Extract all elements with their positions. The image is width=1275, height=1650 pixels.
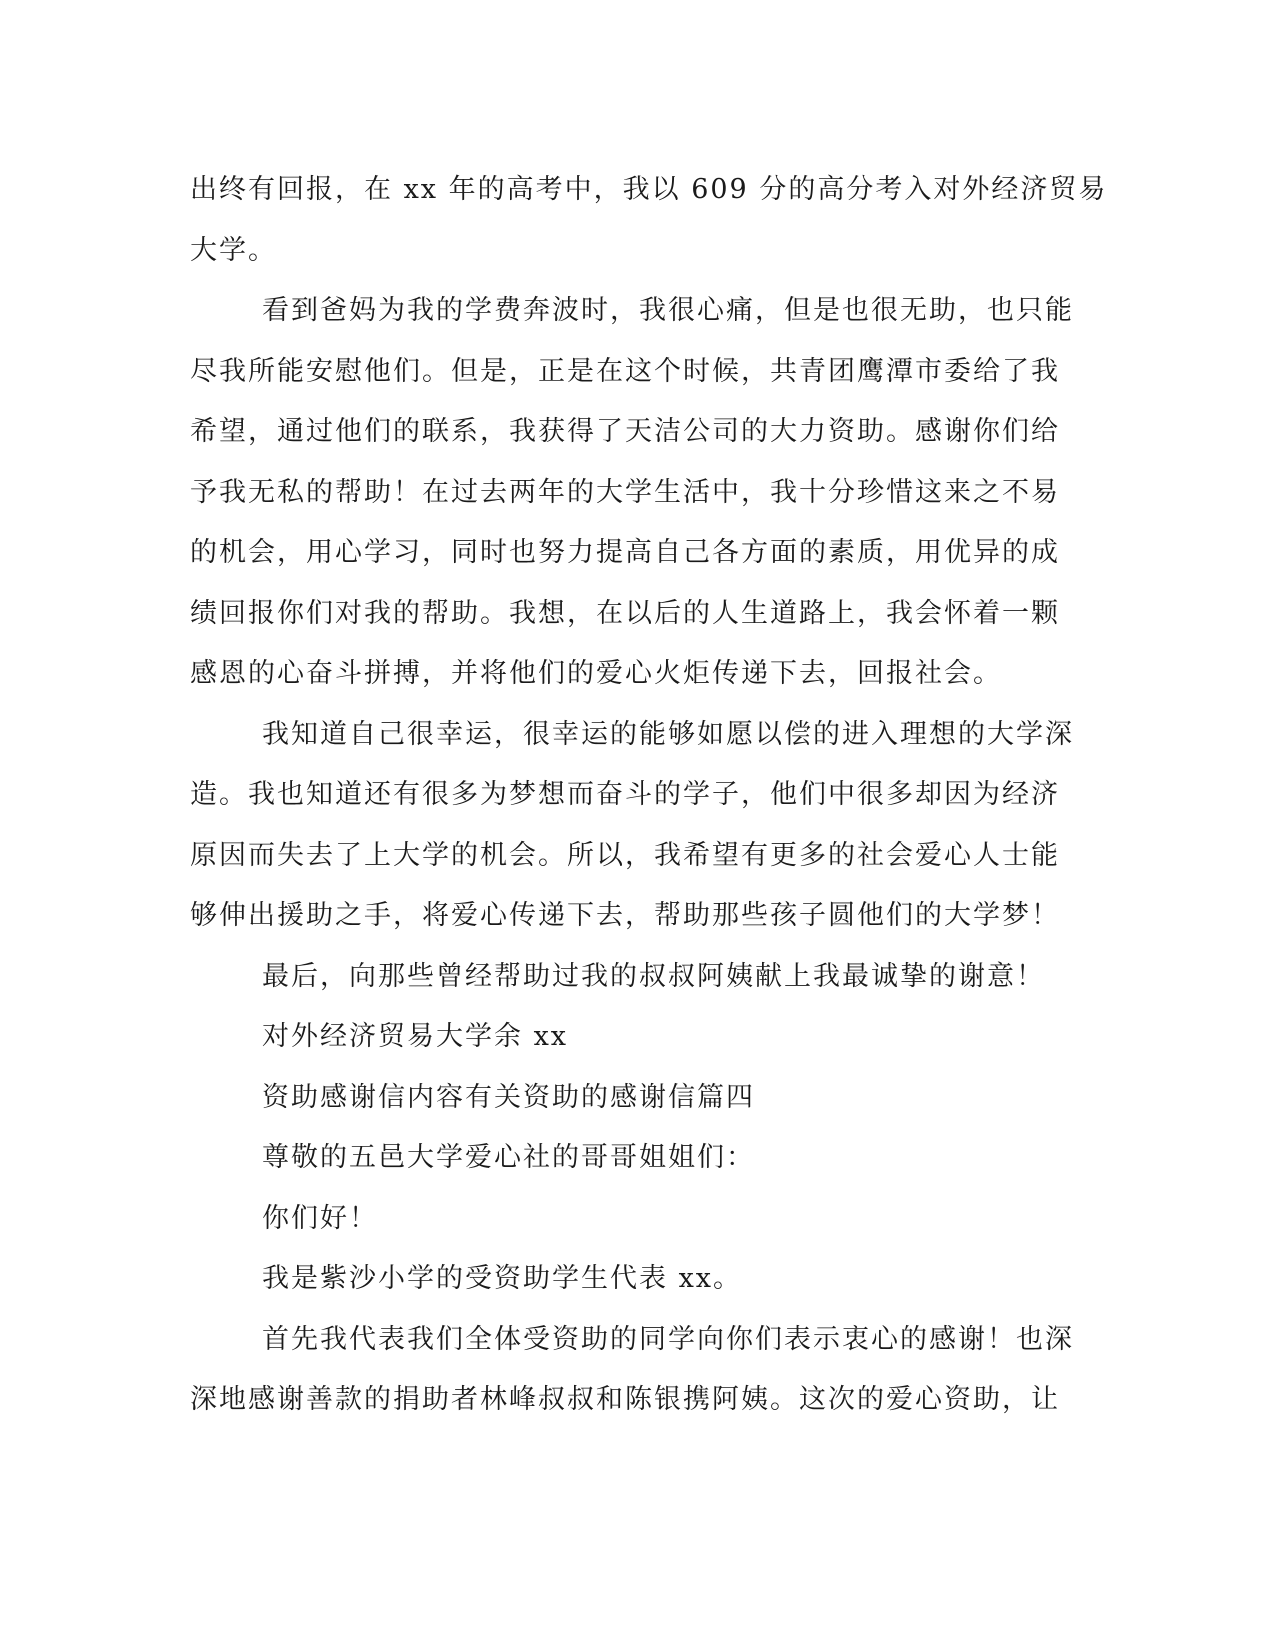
text-line: 感恩的心奋斗拼搏，并将他们的爱心火炬传递下去，回报社会。 (190, 658, 1002, 689)
text-line: 我知道自己很幸运，很幸运的能够如愿以偿的进入理想的大学深 (262, 718, 1074, 750)
text-line: 深地感谢善款的捐助者林峰叔叔和陈银携阿姨。这次的爱心资助，让 (190, 1384, 1060, 1415)
section-heading: 资助感谢信内容有关资助的感谢信篇四 (262, 1081, 755, 1113)
text-line: 看到爸妈为我的学费奔波时，我很心痛，但是也很无助，也只能 (262, 295, 1074, 326)
text-line: 大学。 (190, 234, 277, 266)
text-line: 首先我代表我们全体受资助的同学向你们表示衷心的感谢！也深 (262, 1323, 1074, 1355)
text-line: 尽我所能安慰他们。但是，正是在这个时候，共青团鹰潭市委给了我 (190, 355, 1060, 387)
text-line: 绩回报你们对我的帮助。我想，在以后的人生道路上，我会怀着一颗 (190, 597, 1060, 629)
text-line: 最后，向那些曾经帮助过我的叔叔阿姨献上我最诚挚的谢意！ (262, 960, 1045, 992)
greeting: 你们好！ (262, 1202, 378, 1234)
text-line: 的机会，用心学习，同时也努力提高自己各方面的素质，用优异的成 (190, 537, 1060, 568)
text-line: 希望，通过他们的联系，我获得了天洁公司的大力资助。感谢你们给 (190, 416, 1060, 447)
text-line: 造。我也知道还有很多为梦想而奋斗的学子，他们中很多却因为经济 (190, 779, 1060, 810)
text-line: 我是紫沙小学的受资助学生代表 xx。 (262, 1263, 743, 1294)
signature-line: 对外经济贸易大学余 xx (262, 1021, 569, 1052)
text-line: 够伸出援助之手，将爱心传递下去，帮助那些孩子圆他们的大学梦！ (190, 900, 1060, 931)
text-line: 原因而失去了上大学的机会。所以，我希望有更多的社会爱心人士能 (190, 839, 1060, 871)
body-text (190, 160, 1108, 1431)
text-line: 予我无私的帮助！在过去两年的大学生活中，我十分珍惜这来之不易 (190, 476, 1060, 508)
salutation: 尊敬的五邑大学爱心社的哥哥姐姐们： (262, 1142, 755, 1173)
text-line: 出终有回报，在 xx 年的高考中，我以 609 分的高分考入对外经济贸易 (190, 174, 1108, 205)
